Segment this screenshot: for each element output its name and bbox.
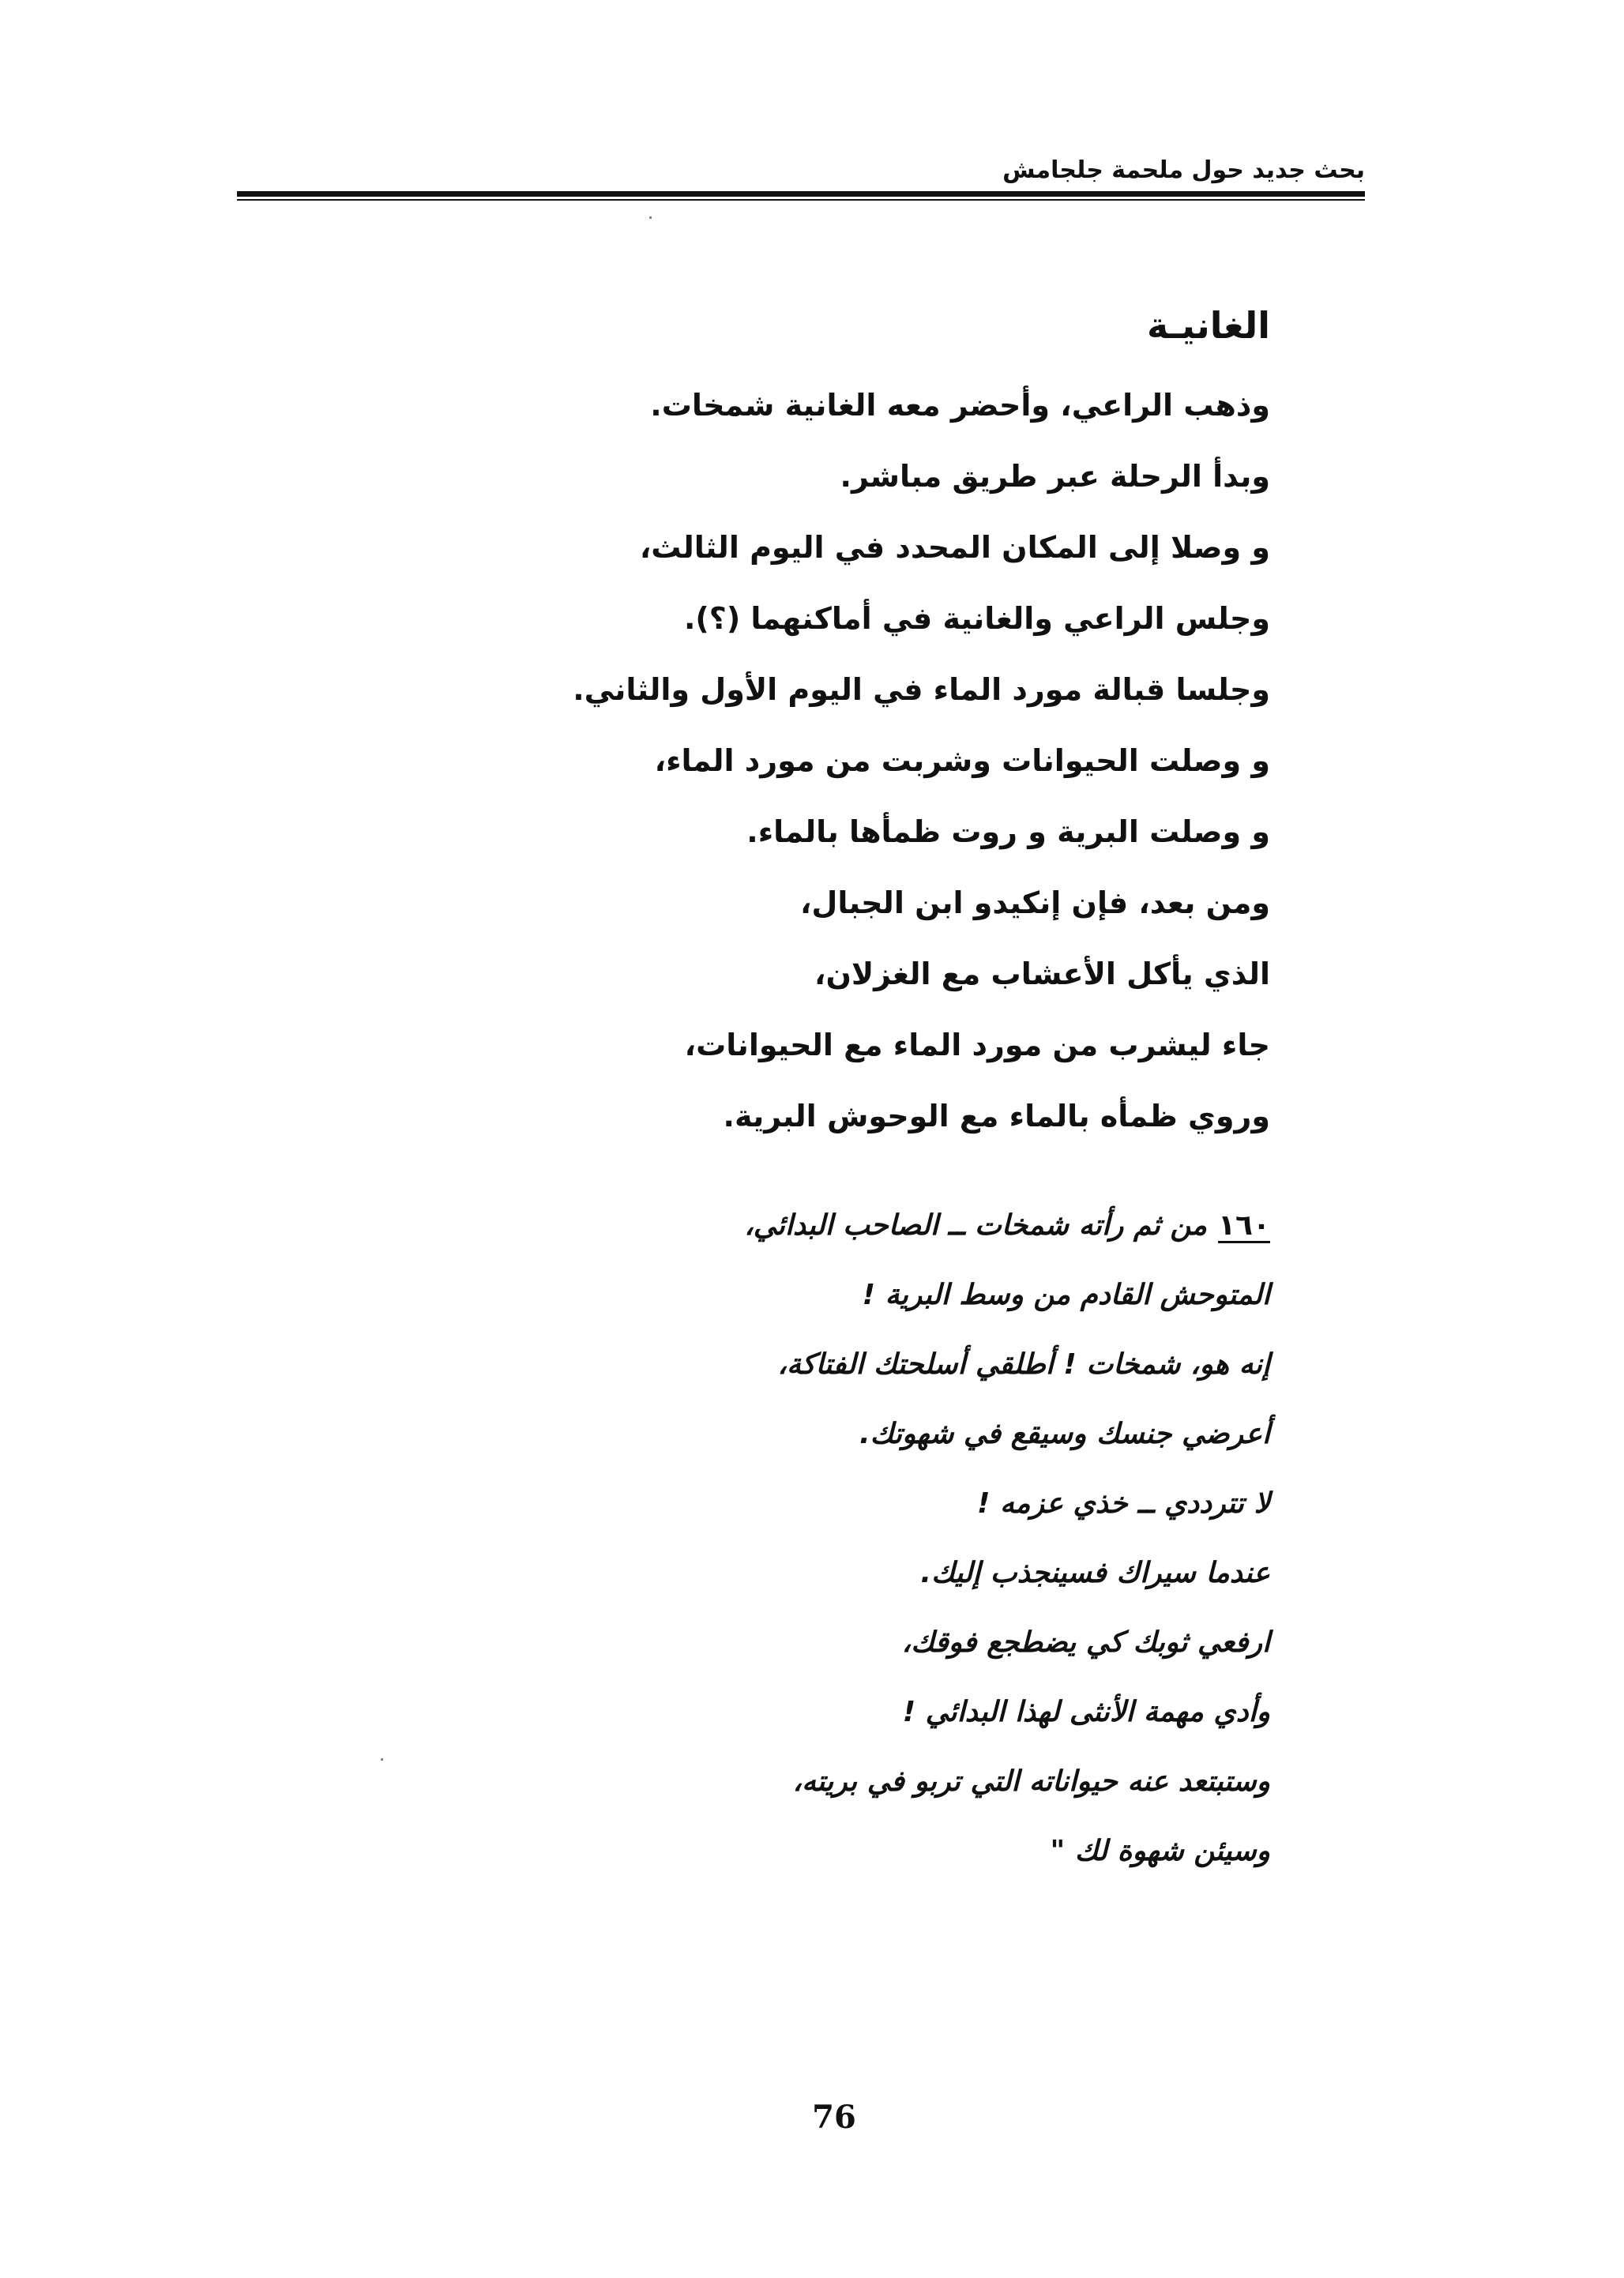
running-header: بحث جديد حول ملحمة جلجامش (1002, 156, 1365, 184)
verse-line-numbered (237, 1191, 1270, 1261)
page-number: 76 (812, 2099, 856, 2136)
verse-line: إنه هو، شمخات ! أطلقي أسلحتك الفتاكة، (777, 1348, 1270, 1381)
verse-line: وسيئن شهوة لك " (1050, 1835, 1270, 1867)
stanza-italic (237, 1191, 1270, 1886)
verse-line: ارفعي ثوبك كي يضطجع فوقك، (901, 1626, 1270, 1659)
verse-line: وأدي مهمة الأنثى لهذا البدائي ! (902, 1696, 1270, 1728)
verse-line: وستبتعد عنه حيواناته التي تربو في بريته، (792, 1765, 1270, 1798)
verse-line: و وصلت البرية و روت ظمأها بالماء. (746, 814, 1270, 849)
verse-line: عندما سيراك فسينجذب إليك. (920, 1557, 1270, 1589)
verse-line: وذهب الراعي، وأحضر معه الغانية شمخات. (650, 388, 1270, 423)
stanza-upright (237, 370, 1270, 1152)
header-rule-thick (237, 191, 1365, 197)
verse-line: لا تترددي ــ خذي عزمه ! (977, 1487, 1270, 1520)
verse-line: وروي ظمأه بالماء مع الوحوش البرية. (723, 1099, 1270, 1133)
verse-line: أعرضي جنسك وسيقع في شهوتك. (859, 1418, 1270, 1450)
verse-line: ومن بعد، فإن إنكيدو ابن الجبال، (799, 885, 1270, 920)
section-title: الغانيـة (1147, 304, 1270, 347)
verse-line: الذي يأكل الأعشاب مع الغزلان، (814, 957, 1270, 991)
verse-line: المتوحش القادم من وسط البرية ! (862, 1279, 1270, 1311)
verse-line: وبدأ الرحلة عبر طريق مباشر. (840, 459, 1270, 494)
line-number: ١٦٠ (1218, 1209, 1270, 1242)
verse-line: جاء ليشرب من مورد الماء مع الحيوانات، (684, 1028, 1270, 1062)
verse-line: وجلس الراعي والغانية في أماكنهما (؟). (683, 601, 1270, 636)
verse-line-text: من ثم رأته شمخات ــ الصاحب البدائي، (744, 1209, 1208, 1242)
verse-line: وجلسا قبالة مورد الماء في اليوم الأول والثاني. (573, 672, 1270, 707)
speck-mark (649, 216, 652, 219)
verse-line: و وصلا إلى المكان المحدد في اليوم الثالث، (639, 530, 1270, 565)
header-rule-thin (237, 199, 1365, 201)
verse-line: و وصلت الحيوانات وشربت من مورد الماء، (654, 743, 1270, 778)
